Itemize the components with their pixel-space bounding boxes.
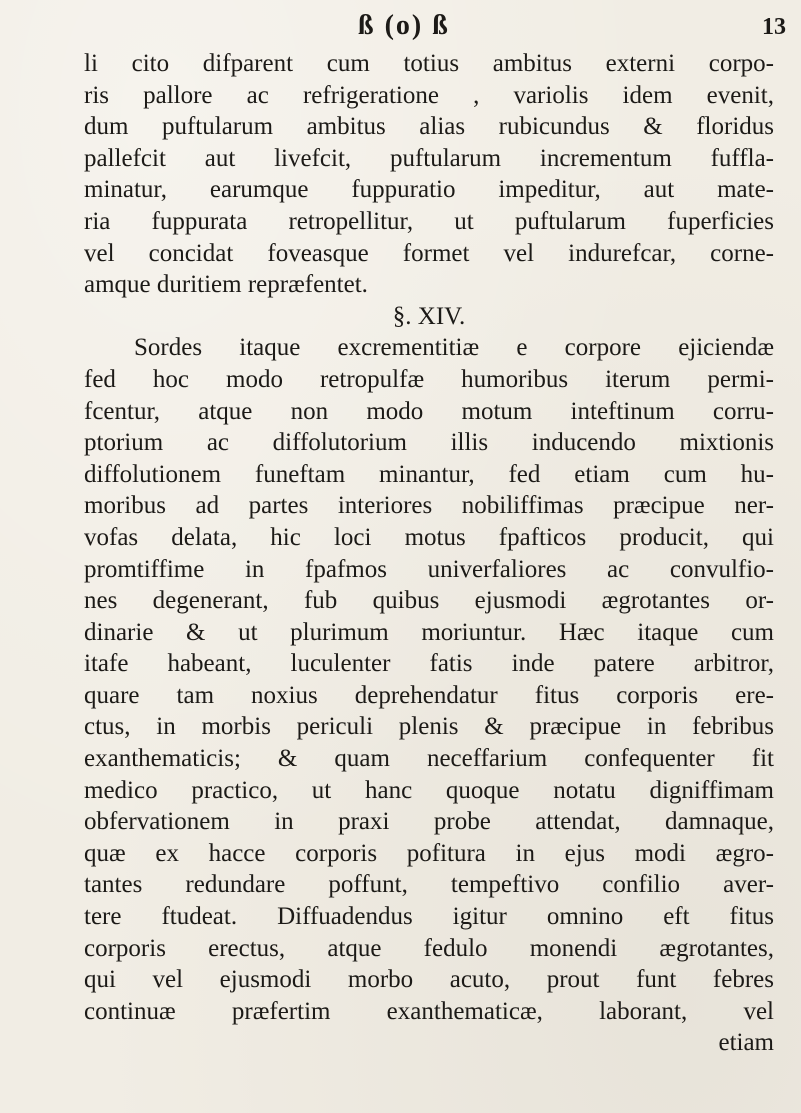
text-line: diffolutionem funeftam minantur, fed etiam cum hu- — [84, 460, 774, 488]
text-line: itafe habeant, luculenter fatis inde patere arbitror, — [84, 650, 774, 678]
catchword: etiam — [718, 1029, 774, 1057]
text-line: li cito difparent cum totius ambitus externi corpo- — [84, 50, 774, 77]
text-line: Sordes itaque excrementitiæ e corpore ejiciendæ — [134, 334, 774, 362]
text-line: promtiffime in fpafmos univerfaliores ac convulfio- — [84, 555, 774, 583]
text-line: nes degenerant, fub quibus ejusmodi ægrotantes or- — [84, 587, 774, 615]
text-line: ris pallore ac refrigeratione , variolis idem evenit, — [84, 81, 774, 109]
text-line: ctus, in morbis periculi plenis & præcipue in febribus — [84, 713, 774, 741]
text-line: vel concidat foveasque formet vel indurefcar, corne- — [84, 239, 774, 267]
text-line: fcentur, atque non modo motum inteftinum corru- — [84, 397, 774, 425]
body-text — [84, 48, 774, 1059]
text-line: continuæ præfertim exanthematicæ, laborant, vel — [84, 997, 774, 1025]
text-line: moribus ad partes interiores nobiliffimas præcipue ner- — [84, 492, 774, 520]
text-line: obfervationem in praxi probe attendat, damnaque, — [84, 808, 774, 836]
text-line: corporis erectus, atque fedulo monendi ægrotantes, — [84, 934, 774, 962]
text-line: fed hoc modo retropulfæ humoribus iterum permi- — [84, 365, 774, 393]
text-line: dum puftularum ambitus alias rubicundus & floridus — [84, 113, 774, 141]
text-line: tantes redundare poffunt, tempeftivo confilio aver- — [84, 871, 774, 899]
header-ornament: ß (o) ß — [358, 10, 450, 41]
text-line: vofas delata, hic loci motus fpafticos producit, qui — [84, 523, 774, 551]
text-line: dinarie & ut plurimum moriuntur. Hæc itaque cum — [84, 618, 774, 646]
text-line: medico practico, ut hanc quoque notatu digniffimam — [84, 776, 774, 804]
text-line: qui vel ejusmodi morbo acuto, prout funt febres — [84, 966, 774, 994]
text-line: quare tam noxius deprehendatur fitus corporis ere- — [84, 681, 774, 709]
text-line: ptorium ac diffolutorium illis inducendo mixtionis — [84, 429, 774, 457]
text-line: minatur, earumque fuppuratio impeditur, aut mate- — [84, 176, 774, 204]
text-line: exanthematicis; & quam neceffarium confequenter fit — [84, 745, 774, 773]
text-line: quæ ex hacce corporis pofitura in ejus modi ægro- — [84, 839, 774, 867]
page-number: 13 — [762, 14, 786, 40]
text-line: pallefcit aut livefcit, puftularum incrementum fuffla- — [84, 144, 774, 172]
text-line: tere ftudeat. Diffuadendus igitur omnino eft fitus — [84, 903, 774, 931]
text-line: ria fuppurata retropellitur, ut puftularum fuperficies — [84, 207, 774, 235]
text-line: amque duritiem repræfentet. — [84, 271, 368, 299]
section-heading: §. XIV. — [392, 302, 466, 330]
page-header — [0, 6, 801, 46]
